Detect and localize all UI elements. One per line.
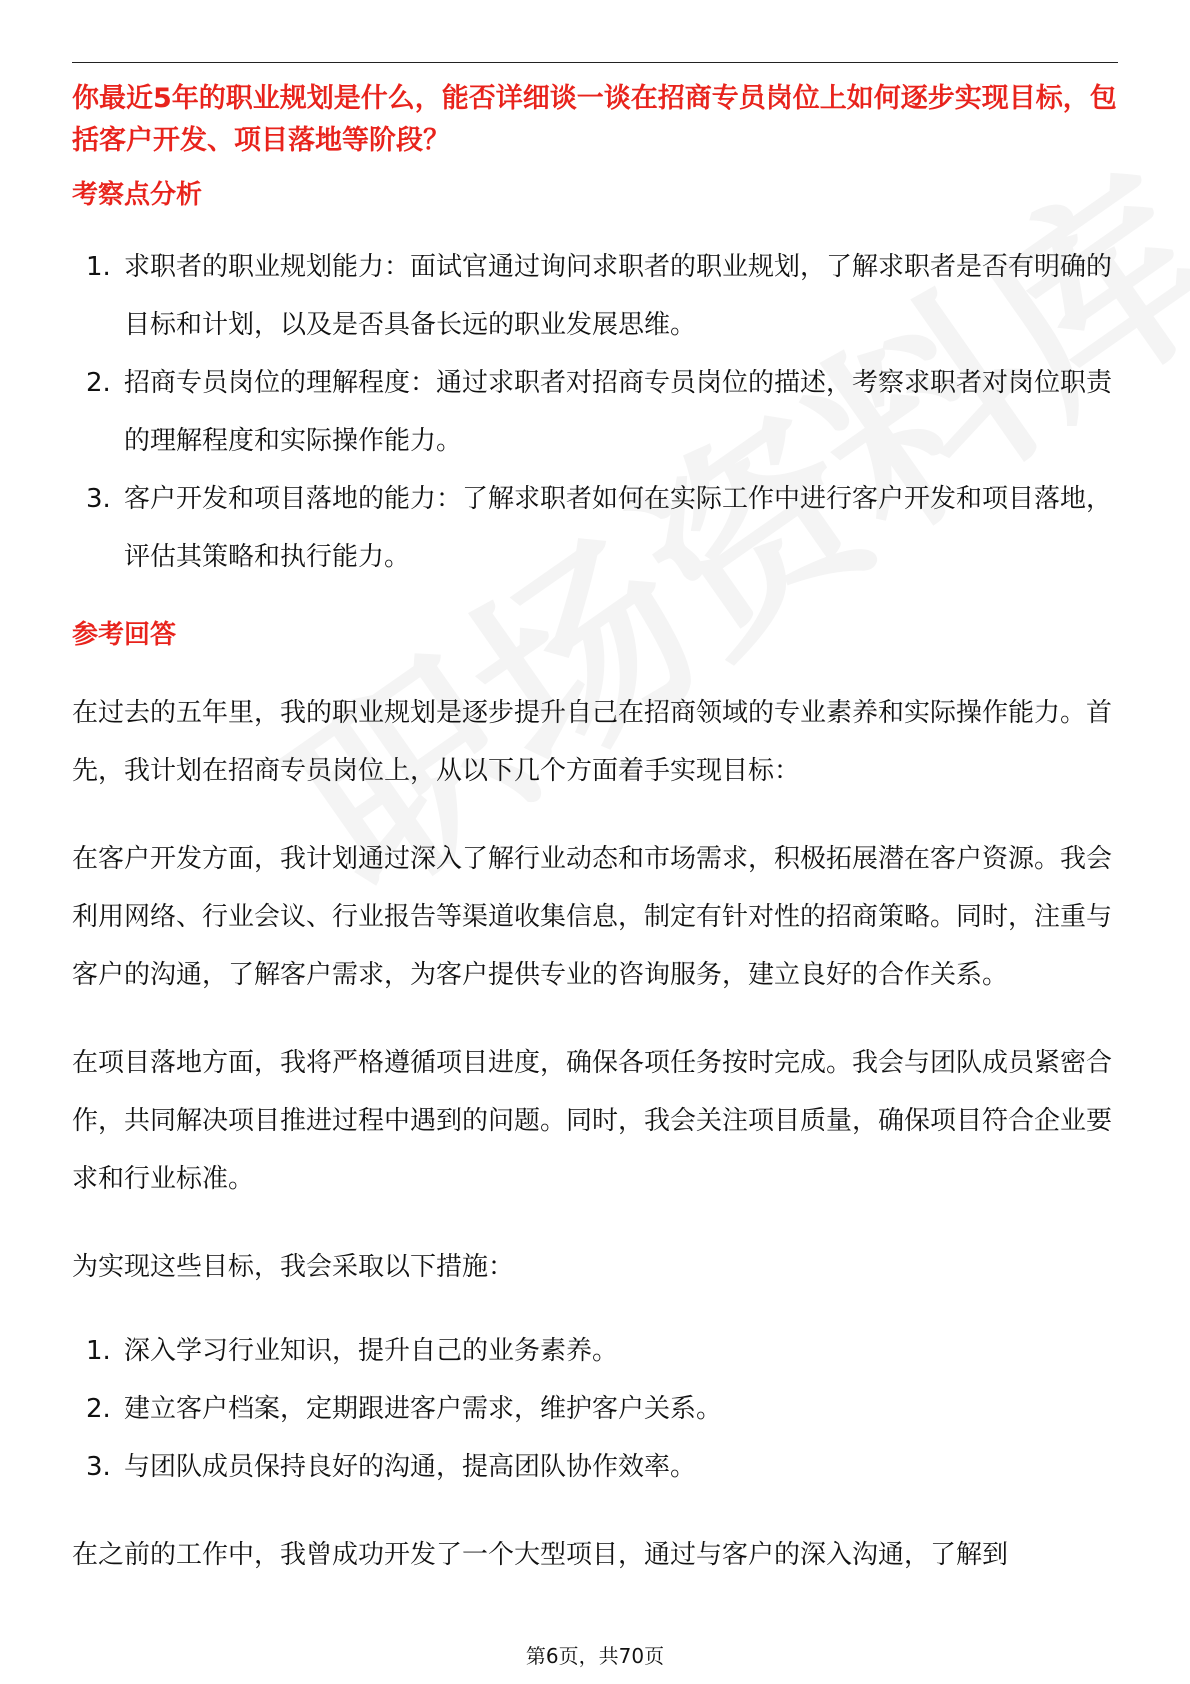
closing-paragraph: 在之前的工作中，我曾成功开发了一个大型项目，通过与客户的深入沟通，了解到 [72, 1540, 1009, 1570]
list-item: 2. 招商专员岗位的理解程度：通过求职者对招商专员岗位的描述，考察求职者对岗位职责的理解程度和实际操作能力。 [86, 368, 1113, 456]
measures-intro: 为实现这些目标，我会采取以下措施： [72, 1252, 515, 1282]
question-title: 你最近5年的职业规划是什么，能否详细谈一谈在招商专员岗位上如何逐步实现目标，包括客户开发、项目落地等阶段？ [72, 83, 1117, 156]
document-body [72, 78, 1118, 1584]
project-landing-paragraph: 在项目落地方面，我将严格遵循项目进度，确保各项任务按时完成。我会与团队成员紧密合作，共同解决项目推进过程中遇到的问题。同时，我会关注项目质量，确保项目符合企业要求和行业标准。 [72, 1048, 1113, 1194]
answer-intro: 在过去的五年里，我的职业规划是逐步提升自己在招商领域的专业素养和实际操作能力。首先，我计划在招商专员岗位上，从以下几个方面着手实现目标： [72, 698, 1113, 786]
analysis-list [72, 238, 1118, 586]
analysis-heading: 考察点分析 [72, 180, 203, 210]
list-item: 3. 客户开发和项目落地的能力：了解求职者如何在实际工作中进行客户开发和项目落地，评估其策略和执行能力。 [86, 484, 1113, 572]
list-item: 1. 求职者的职业规划能力：面试官通过询问求职者的职业规划，了解求职者是否有明确的目标和计划，以及是否具备长远的职业发展思维。 [86, 252, 1113, 340]
top-divider [72, 62, 1118, 63]
measures-list [72, 1322, 1118, 1496]
list-item: 1. 深入学习行业知识，提升自己的业务素养。 [86, 1336, 619, 1366]
list-item: 2. 建立客户档案，定期跟进客户需求，维护客户关系。 [86, 1394, 723, 1424]
answer-heading: 参考回答 [72, 620, 177, 650]
customer-development-paragraph: 在客户开发方面，我计划通过深入了解行业动态和市场需求，积极拓展潜在客户资源。我会利用网络、行业会议、行业报告等渠道收集信息，制定有针对性的招商策略。同时，注重与客户的沟通，了解客户需求，为客户提供专业的咨询服务，建立良好的合作关系。 [72, 844, 1113, 990]
page-footer: 第6页，共70页 [525, 1644, 665, 1668]
list-item: 3. 与团队成员保持良好的沟通，提高团队协作效率。 [86, 1452, 697, 1482]
